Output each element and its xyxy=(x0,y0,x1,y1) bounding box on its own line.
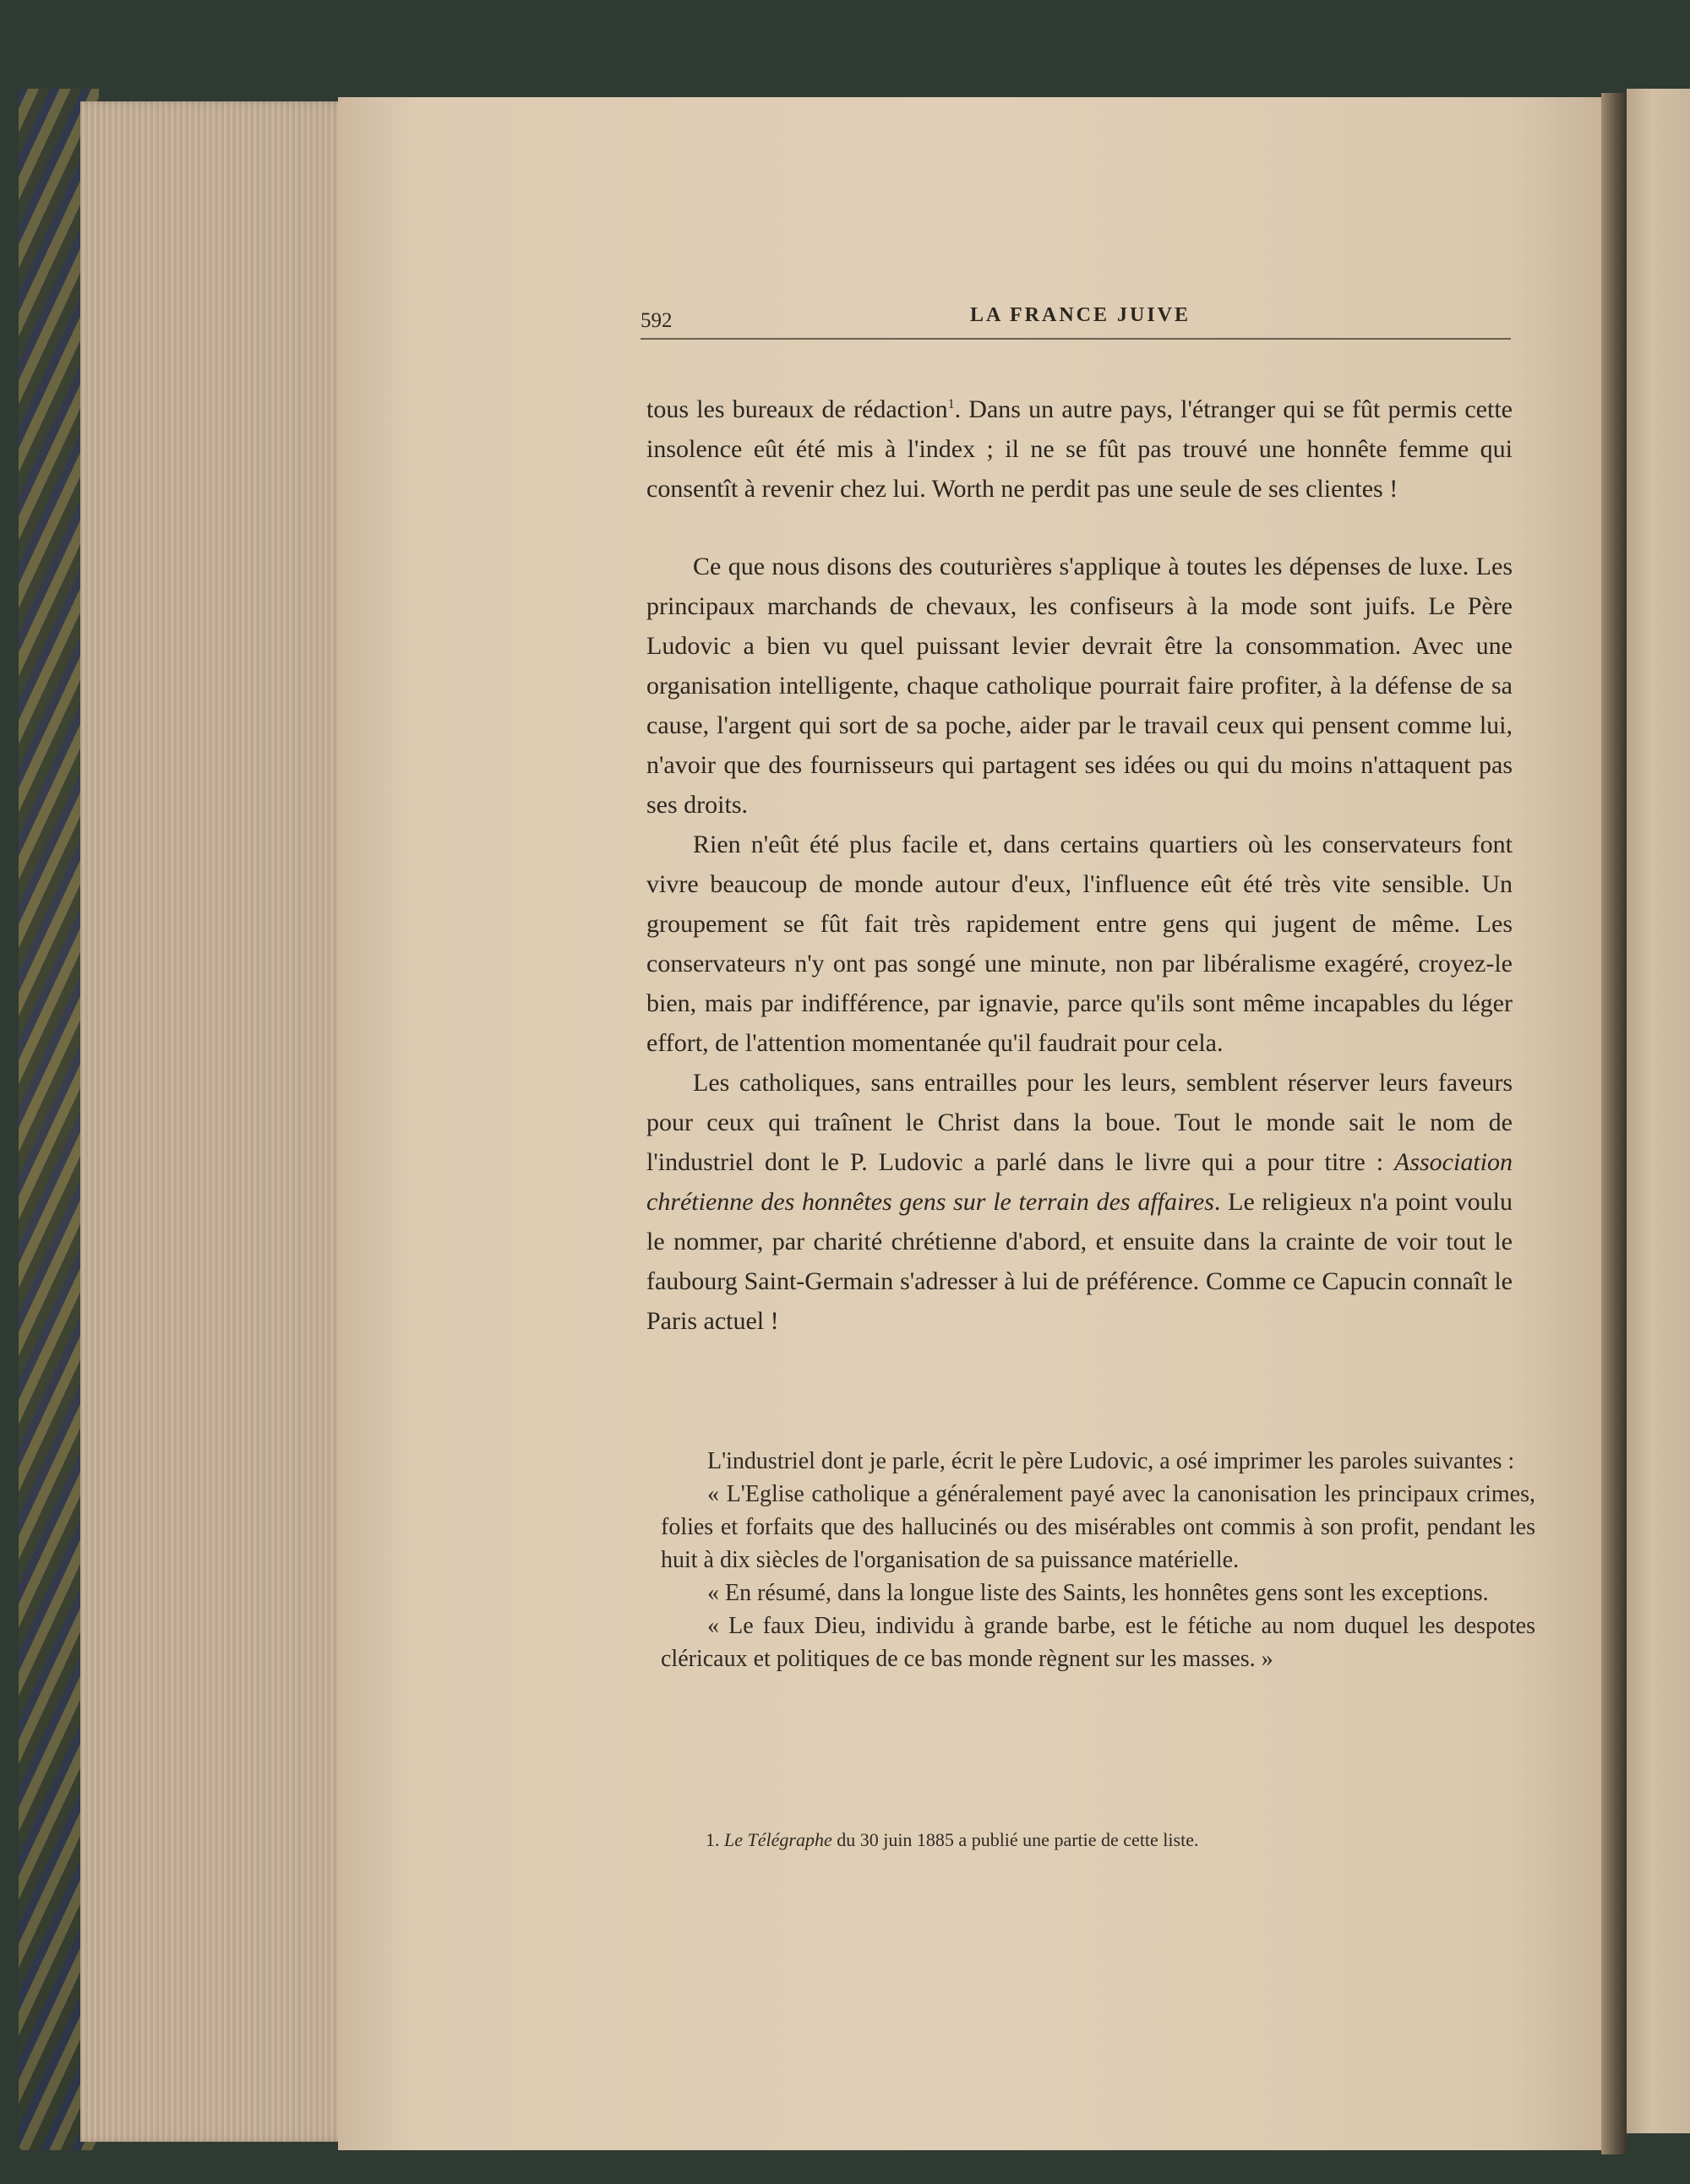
header-rule xyxy=(641,338,1511,340)
footnote-text: du 30 juin 1885 a publié une partie de cette liste. xyxy=(831,1829,1199,1850)
paragraph-4: Les catholiques, sans entrailles pour les leurs, semblent réserver leurs faveurs pour ceux qui traînent le Christ dans la boue. Tout le monde sait le nom de l'industriel dont le P. Ludovic a parlé dans le livre qui a pour titre : Association chrétienne des honnêtes gens sur le terrain des affaires. Le religieux n'a point voulu le nommer, par charité chrétienne d'abord, et ensuite dans la crainte de voir tout le faubourg Saint-Germain s'adresser à lui de préférence. Comme ce Capucin connaît le Paris actuel ! xyxy=(646,1069,1513,1335)
quote-line-3: « Le faux Dieu, individu à grande barbe, est le fétiche au nom duquel les despotes cléricaux et politiques de ce bas monde règnent sur les masses. » xyxy=(661,1613,1535,1672)
running-title: LA FRANCE JUIVE xyxy=(970,304,1191,326)
paragraph-2: Ce que nous disons des couturières s'applique à toutes les dépenses de luxe. Les principaux marchands de chevaux, les confiseurs à la mode sont juifs. Le Père Ludovic a bien vu quel puissant levier devrait être la consommation. Avec une organisation intelligente, chaque catholique pourrait faire profiter, à la défense de sa cause, l'argent qui sort de sa poche, aider par le travail ceux qui pensent comme lui, n'avoir que des fournisseurs qui partagent ses idées ou qui du moins n'attaquent pas ses droits. xyxy=(646,553,1513,819)
quote-intro: L'industriel dont je parle, écrit le père Ludovic, a osé imprimer les paroles suivantes : xyxy=(707,1448,1515,1474)
page-number: 592 xyxy=(641,309,673,332)
book-gutter xyxy=(1601,93,1627,2154)
footnote-source: Le Télégraphe xyxy=(724,1829,832,1850)
footnote xyxy=(706,1829,1198,1851)
quote-line-1: « L'Eglise catholique a généralement payé avec la canonisation les principaux crimes, folies et forfaits que des hallucinés ou des misérables ont commis à son profit, pendant les huit à dix siècles de l'organisation de sa puissance matérielle. xyxy=(661,1481,1535,1573)
page-header xyxy=(641,304,1511,341)
paragraph-1: tous les bureaux de rédaction$^1$. Dans un autre pays, l'étranger qui se fût permis cette insolence eût été mis à l'index ; il ne se fût pas trouvé une honnête femme qui consentît à revenir chez lui. Worth ne perdit pas une seule de ses clientes ! xyxy=(646,395,1513,503)
book-title: Association chrétienne des honnêtes gens sur le terrain des affaires xyxy=(646,1148,1513,1216)
facing-page-edge xyxy=(1627,89,1690,2133)
paragraph-3: Rien n'eût été plus facile et, dans certains quartiers où les conservateurs font vivre beaucoup de monde autour d'eux, l'influence eût été très vite sensible. Un groupement se fût fait très rapidement entre gens qui jugent de même. Les conservateurs n'y ont pas songé une minute, non par libéralisme exagéré, croyez-le bien, mais par indifférence, par ignavie, parce qu'ils sont même incapables du léger effort, de l'attention momentanée qu'il faudrait pour cela. xyxy=(646,831,1513,1057)
quote-line-2: « En résumé, dans la longue liste des Saints, les honnêtes gens sont les exceptions. xyxy=(707,1580,1489,1606)
footnote-number: 1. xyxy=(706,1829,720,1850)
body-text xyxy=(646,384,1513,1341)
footnote-marker: 1 xyxy=(947,397,955,411)
quotation-block xyxy=(661,1445,1535,1675)
